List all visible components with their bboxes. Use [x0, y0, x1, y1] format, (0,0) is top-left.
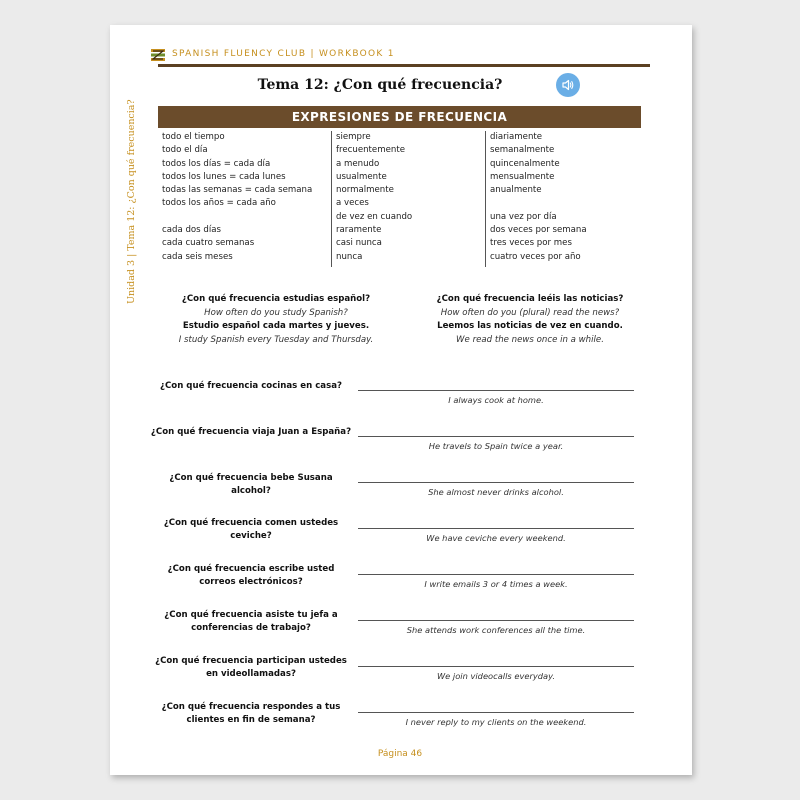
expression-cell: a menudo: [336, 158, 380, 169]
expression-cell: cada seis meses: [162, 251, 233, 262]
expression-cell: a veces: [336, 198, 369, 209]
expression-cell: mensualmente: [490, 171, 555, 182]
answer-line[interactable]: [358, 712, 634, 713]
section-band: EXPRESIONES DE FRECUENCIA: [158, 106, 641, 128]
exercise-question: ¿Con qué frecuencia cocinas en casa?: [160, 381, 342, 391]
speaker-icon: [561, 78, 575, 92]
example-question: ¿Con qué frecuencia leéis las noticias?: [436, 294, 624, 304]
expression-cell: diariamente: [490, 132, 543, 142]
expression-cell: todas las semanas = cada semana: [162, 185, 313, 196]
expressions-column-1: [162, 131, 330, 267]
answer-line[interactable]: [358, 574, 634, 575]
expression-cell: todo el tiempo: [162, 132, 225, 142]
club-logo-icon: [150, 47, 166, 63]
expression-cell: cuatro veces por año: [490, 251, 581, 262]
expression-cell: semanalmente: [490, 145, 555, 156]
exercise-row: [150, 652, 650, 688]
expression-cell: todos los lunes = cada lunes: [162, 171, 286, 182]
expression-cell: una vez por día: [490, 211, 557, 222]
exercise-hint: I always cook at home.: [448, 395, 544, 405]
example-block: [410, 293, 650, 347]
exercise-question: ¿Con qué frecuencia comen ustedes ceviche?: [163, 518, 339, 541]
example-question: ¿Con qué frecuencia estudias español?: [181, 294, 371, 304]
exercise-hint: I write emails 3 or 4 times a week.: [424, 579, 568, 589]
exercise-hint: We have ceviche every weekend.: [426, 533, 566, 543]
side-tab-label: Unidad 3 | Tema 12: ¿Con qué frecuencia?: [126, 99, 137, 304]
expression-cell: todo el día: [162, 145, 208, 156]
expression-cell: tres veces por mes: [490, 238, 572, 249]
exercise-row: [150, 698, 650, 734]
answer-line[interactable]: [358, 620, 634, 621]
exercise-row: [150, 422, 650, 458]
answer-line[interactable]: [358, 390, 634, 391]
exercise-hint: We join videocalls everyday.: [436, 671, 556, 681]
expression-cell: nunca: [336, 251, 363, 262]
expression-cell: de vez en cuando: [336, 211, 413, 222]
expression-cell: dos veces por semana: [490, 225, 587, 236]
expression-cell: casi nunca: [336, 238, 382, 249]
expression-cell: raramente: [336, 225, 382, 236]
exercise-question: ¿Con qué frecuencia respondes a tus clientes en fin de semana?: [161, 702, 341, 725]
expression-cell: cada dos días: [162, 225, 221, 236]
expression-cell: siempre: [336, 132, 371, 142]
expression-cell: [490, 197, 641, 210]
exercise-hint: I never reply to my clients on the weekend.: [405, 717, 587, 727]
expressions-column-3: [485, 131, 641, 267]
expression-cell: cada cuatro semanas: [162, 238, 255, 249]
answer-line[interactable]: [358, 528, 634, 529]
exercise-hint: She attends work conferences all the time.: [406, 625, 586, 635]
expression-cell: anualmente: [490, 185, 542, 196]
exercise-question: ¿Con qué frecuencia asiste tu jefa a conferencias de trabajo?: [164, 610, 338, 633]
exercise-question: ¿Con qué frecuencia viaja Juan a España?: [150, 427, 352, 437]
example-block: [156, 293, 396, 347]
answer-line[interactable]: [358, 436, 634, 437]
answer-line[interactable]: [358, 666, 634, 667]
expression-cell: todos los años = cada año: [162, 198, 276, 209]
exercise-row: [150, 468, 650, 504]
expressions-table: [158, 131, 641, 267]
exercise-row: [150, 376, 650, 412]
exercise-hint: She almost never drinks alcohol.: [428, 487, 564, 497]
exercise-question: ¿Con qué frecuencia bebe Susana alcohol?: [169, 473, 333, 496]
expressions-column-2: [331, 131, 485, 267]
example-answer-translation: I study Spanish every Tuesday and Thursday.: [178, 334, 374, 345]
expression-cell: quincenalmente: [490, 158, 560, 169]
example-answer: Estudio español cada martes y jueves.: [182, 321, 370, 332]
exercise-row: [150, 606, 650, 642]
answer-line[interactable]: [358, 482, 634, 483]
exercise-row: [150, 560, 650, 596]
exercise-question: ¿Con qué frecuencia participan ustedes en videollamadas?: [155, 656, 347, 679]
expression-cell: usualmente: [336, 171, 387, 182]
page-number: Página 46: [377, 749, 423, 759]
header-text: SPANISH FLUENCY CLUB | WORKBOOK 1: [172, 49, 395, 59]
exercise-question: ¿Con qué frecuencia escribe usted correos electrónicos?: [167, 564, 335, 587]
exercise-row: [150, 514, 650, 550]
workbook-page: [110, 25, 692, 775]
header-rule: [158, 64, 650, 67]
expression-cell: [162, 211, 330, 224]
example-question-translation: How often do you study Spanish?: [204, 307, 348, 318]
example-answer: Leemos las noticias de vez en cuando.: [437, 321, 623, 332]
expression-cell: todos los días = cada día: [162, 158, 271, 169]
example-question-translation: How often do you (plural) read the news?: [440, 307, 620, 318]
exercise-hint: He travels to Spain twice a year.: [428, 441, 564, 451]
page-title: Tema 12: ¿Con qué frecuencia?: [257, 77, 503, 93]
audio-button[interactable]: [556, 73, 580, 97]
expression-cell: normalmente: [336, 185, 394, 196]
expression-cell: frecuentemente: [336, 145, 405, 156]
example-answer-translation: We read the news once in a while.: [456, 334, 604, 345]
